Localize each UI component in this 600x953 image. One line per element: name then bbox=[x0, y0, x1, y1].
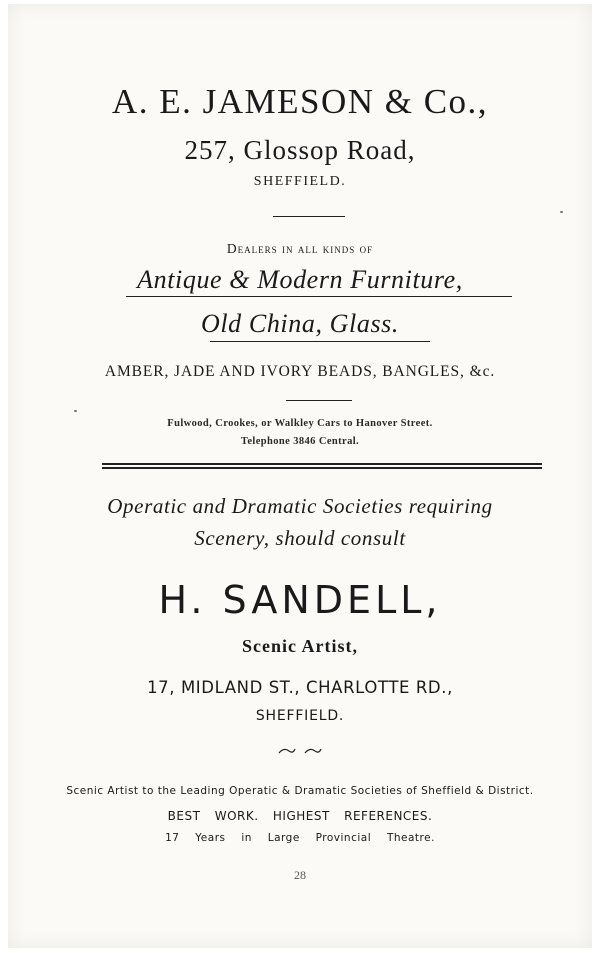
cars-line: Fulwood, Crookes, or Walkley Cars to Hanover Street. bbox=[167, 418, 433, 429]
sandell-city: SHEFFIELD. bbox=[255, 708, 345, 724]
china-heading: Old China, Glass. bbox=[200, 309, 399, 338]
paper-speck bbox=[560, 211, 563, 213]
dealers-line: Dealers in all kinds of bbox=[226, 241, 374, 256]
jameson-address: 257, Glossop Road, bbox=[184, 135, 416, 165]
sandell-address: 17, MIDLAND ST., CHARLOTTE RD., bbox=[147, 678, 453, 697]
furniture-heading: Antique & Modern Furniture, bbox=[137, 265, 463, 294]
years-line: 17 Years in Large Provincial Theatre. bbox=[165, 832, 435, 844]
short-divider bbox=[286, 400, 352, 401]
scenic-artist-title: Scenic Artist, bbox=[242, 636, 358, 656]
short-divider bbox=[273, 216, 345, 217]
double-rule-bottom bbox=[102, 467, 542, 469]
jameson-company-name: A. E. JAMESON & Co., bbox=[111, 82, 489, 121]
jameson-city: SHEFFIELD. bbox=[253, 174, 347, 189]
china-underline bbox=[210, 341, 430, 342]
scenic-artist-leading: Scenic Artist to the Leading Operatic & Dramatic Societies of Sheffield & District. bbox=[66, 785, 534, 797]
ornament-icon bbox=[277, 746, 323, 756]
furniture-underline bbox=[126, 296, 512, 297]
double-rule-top bbox=[102, 463, 542, 465]
page-number: 28 bbox=[294, 868, 306, 882]
amber-line: AMBER, JADE AND IVORY BEADS, BANGLES, &c. bbox=[104, 363, 496, 380]
sandell-name: H. SANDELL, bbox=[158, 578, 442, 622]
operatic-line-1: Operatic and Dramatic Societies requiring bbox=[107, 494, 493, 518]
best-work-line: BEST WORK. HIGHEST REFERENCES. bbox=[167, 809, 433, 823]
paper-speck bbox=[74, 410, 77, 412]
operatic-line-2: Scenery, should consult bbox=[194, 526, 406, 550]
telephone-line: Telephone 3846 Central. bbox=[240, 436, 360, 447]
